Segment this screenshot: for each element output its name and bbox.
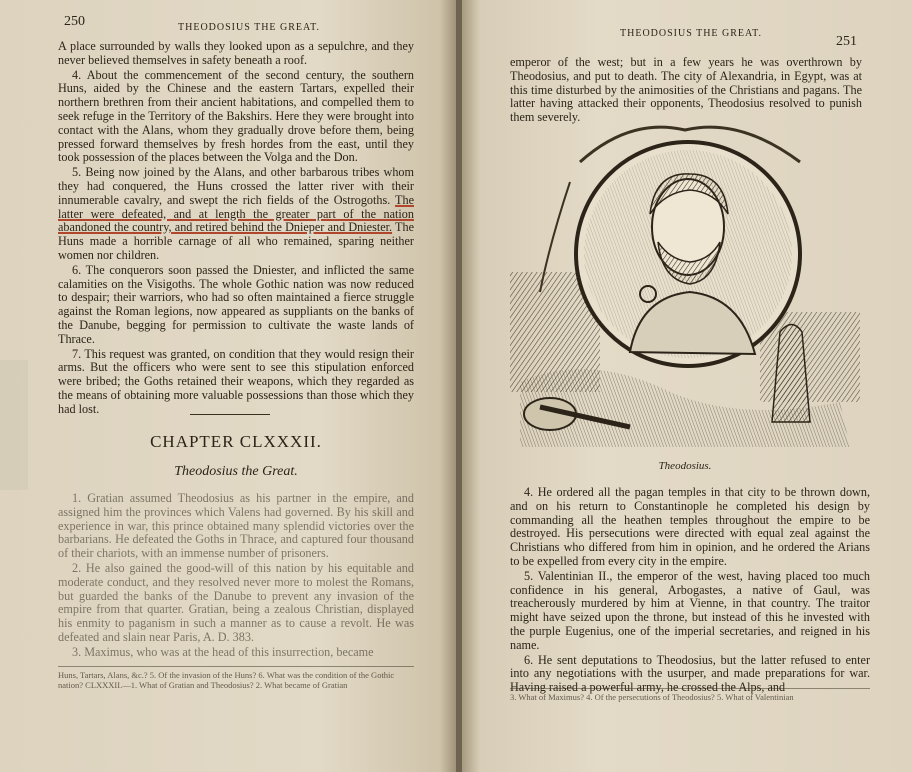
running-head: THEODOSIUS THE GREAT. xyxy=(178,22,321,33)
text-run: The Huns made a horrible carnage of all who remained, sparing neither women nor children. xyxy=(58,220,414,262)
underlined-passage: The latter were defeated, and at length the greater part of the nation abandoned the country, and retired behind the Dnieper and Dniester. xyxy=(58,192,414,235)
right-page xyxy=(462,0,912,772)
theodosius-portrait-engraving xyxy=(510,122,860,454)
paragraph: 6. The conquerors soon passed the Dniester, and inflicted the same calamities on the Visigoths. The whole Gothic nation was now reduced to despair; their warriors, who had so often maintained a fierce struggle against the Roman legions, now appeared as suppliants on the banks of the Danube, begging for permission to cultivate the waste lands of Thrace. xyxy=(58,262,414,346)
paragraph: 4. About the commencement of the second century, the southern Huns, aided by the Chinese and the eastern Tartars, expelled their northern brethren from their ancient habitations, and compelled them to seek refuge in the Territory of the Bakshirs. Here they were brought into contact with the Alans, whom they gradually drove before them, being pressed forward themselves by fresh hordes from the east, until they took possession of the places between the Volga and the Don. xyxy=(58,67,414,165)
body-text-bottom xyxy=(510,486,870,696)
footnote-rule xyxy=(58,666,414,667)
chapter-text xyxy=(58,492,414,661)
footnotes: Huns, Tartars, Alans, &c.? 5. Of the invasion of the Huns? 6. What was the condition of the Gothic nation? CLXXXII.—1. What of Gratian and Theodosius? 2. What became of Gratian xyxy=(58,670,395,690)
paragraph: 6. He sent deputations to Theodosius, but the latter refused to enter into any negotiations with the usurper, and made preparations for war. xyxy=(510,652,870,681)
chapter-title: CHAPTER CLXXXII. xyxy=(150,432,322,451)
text-run: 5. Being now joined by the Alans, and other barbarous tribes whom they had conquered, the Huns crossed the latter river with their innumerable cavalry, and swept the rich fields of the Ostrogoths. xyxy=(58,165,414,207)
paragraph: 7. This request was granted, on condition that they would resign their arms. But the officers who were sent to see this stipulation enforced were bribed; the Goths retained their weapons, which they regarded as the means of obtaining more valuable possessions than those which they had lost. xyxy=(58,346,414,416)
footnote-rule xyxy=(510,688,870,689)
chapter-subtitle: Theodosius the Great. xyxy=(174,464,298,479)
paragraph: A place surrounded by walls they looked upon as a sepulchre, and they never believed themselves in safety beneath a roof. xyxy=(58,39,414,67)
page-number: 251 xyxy=(836,34,857,49)
section-divider xyxy=(190,414,270,415)
page-number: 250 xyxy=(64,14,85,29)
paragraph: emperor of the west; but in a few years he was overthrown by Theodosius, and put to death. The city of Alexandria, in Egypt, was at this time disturbed by the animosities of the Christians and pagans. The latter having attacked their opponents, Theodosius resolved to punish them severely. xyxy=(510,55,862,125)
footnotes: 3. What of Maximus? 4. Of the persecutions of Theodosius? 5. What of Valentinian xyxy=(510,692,794,702)
running-head: THEODOSIUS THE GREAT. xyxy=(620,28,763,39)
paragraph: 4. He ordered all the pagan temples in that city to be thrown down, and on his return to Constantinople he completed his design by commanding all the heathen temples throughout the empire to be destroyed. His persecutions were directed with equal zeal against the Christians who differed from him in opinion, and he ordered the Arians to be expelled from every city in the empire. xyxy=(510,485,870,568)
illustration-caption: Theodosius. xyxy=(658,460,712,472)
body-text-top xyxy=(510,56,862,126)
paragraph: 2. He also gained the good-will of this nation by his equitable and moderate conduct, and they resolved never more to molest the Romans, but guarded the banks of the Danube to prevent any invasion of the empire from that quarter. Gratian, being a zealous Christian, displayed his enmity to paganism in such a manner as to cause a revolt. He was defeated and slain near Paris, A. D. 383. xyxy=(58,560,414,644)
body-text-top xyxy=(58,40,414,418)
paragraph: 1. Gratian assumed Theodosius as his partner in the empire, and assigned him the provinces which Valens had governed. By his skill and experience in war, this prince obtained many splendid victories over the barbarians. He defeated the Goths in Thrace, and captured four thousand of their chariots, with an immense number of prisoners. xyxy=(58,491,414,561)
finger-shadow xyxy=(0,360,28,490)
paragraph: 3. Maximus, who was at the head of this insurrection, became xyxy=(72,644,374,659)
paragraph xyxy=(58,166,414,263)
paragraph: 5. Valentinian II., the emperor of the west, having placed too much confidence in his general, Arbogastes, a native of Gaul, was treacherously murdered by him at Vienne, in that country. The traitor might have seized upon the throne, but instead of this he invested with the purple Eugenius, one of the imperial secretaries, and reigned in his name. xyxy=(510,568,870,652)
